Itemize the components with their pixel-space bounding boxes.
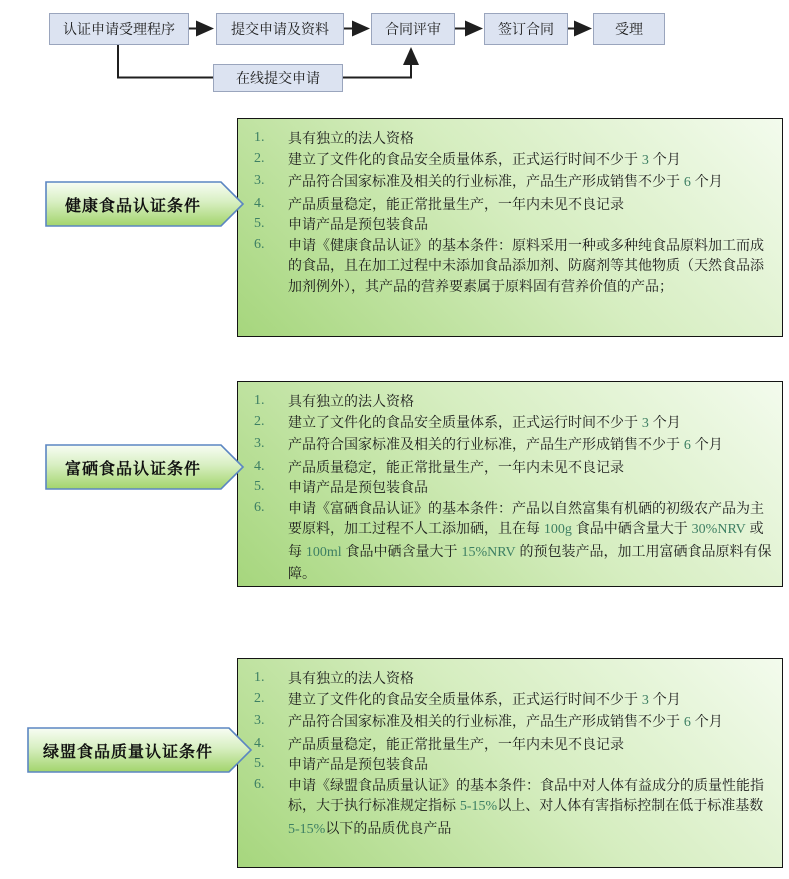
- panel-selenium-food-conditions: [237, 381, 783, 587]
- tag-greenunion-food: [27, 727, 253, 773]
- item-number: 3.: [254, 173, 265, 188]
- tag-label: 富硒食品认证条件: [64, 460, 201, 478]
- item-number: 3.: [254, 713, 265, 728]
- flow-node-submit-application: [216, 13, 344, 45]
- condition-list: [250, 391, 772, 584]
- condition-list: [250, 128, 772, 296]
- item-number: 5.: [254, 756, 265, 771]
- flow-node-contract-review: [371, 13, 455, 45]
- flow-node-label: 合同评审: [385, 21, 441, 37]
- list-item: [250, 711, 772, 734]
- item-number: 2.: [254, 690, 265, 706]
- tag-healthy-food: [45, 181, 245, 227]
- item-text: 产品质量稳定，能正常批量生产，一年内未见不良记录: [288, 458, 624, 475]
- item-text: 产品符合国家标准及相关的行业标准，产品生产形成销售不少于 6 个月: [288, 436, 723, 453]
- list-item: [250, 412, 772, 435]
- list-item: [250, 477, 772, 498]
- list-item: [250, 214, 772, 235]
- item-text: 申请《健康食品认证》的基本条件：原料采用一种或多种纯食品原料加工而成的食品，且在加工过程中未添加食品添加剂、防腐剂等其他物质（天然食品添加剂例外），其产品的营养要素属于原料固有营养价值的产品；: [288, 236, 764, 294]
- list-item: [250, 194, 772, 215]
- list-item: [250, 734, 772, 755]
- flow-node-sign-contract: [484, 13, 568, 45]
- item-text: 具有独立的法人资格: [288, 130, 414, 146]
- panel-greenunion-food-conditions: [237, 658, 783, 868]
- item-text: 申请《富硒食品认证》的基本条件：产品以自然富集有机硒的初级农产品为主要原料，加工过程不人工添加硒，且在每 100g 食品中硒含量大于 30%NRV 或每 100ml 食品中硒含量大于 15%NRV 的预包装产品，加工用富硒食品原料有保障。: [288, 499, 772, 581]
- list-item: [250, 754, 772, 775]
- item-text: 产品质量稳定，能正常批量生产，一年内未见不良记录: [288, 195, 624, 212]
- item-text: 申请产品是预包装食品: [288, 756, 428, 772]
- list-item: [250, 391, 772, 412]
- item-number: 2.: [254, 150, 265, 166]
- panel-healthy-food-conditions: [237, 118, 783, 337]
- item-number: 5.: [254, 479, 265, 494]
- item-number: 1.: [254, 130, 265, 145]
- item-number: 3.: [254, 436, 265, 451]
- flow-node-accepted: [593, 13, 665, 45]
- item-text: 申请产品是预包装食品: [288, 479, 428, 495]
- item-number: 1.: [254, 670, 265, 685]
- item-text: 产品符合国家标准及相关的行业标准，产品生产形成销售不少于 6 个月: [288, 713, 723, 730]
- tag-label: 健康食品认证条件: [64, 197, 201, 215]
- flow-node-label: 受理: [615, 21, 643, 37]
- list-item: [250, 457, 772, 478]
- item-text: 建立了文件化的食品安全质量体系，正式运行时间不少于 3 个月: [288, 413, 681, 431]
- item-number: 4.: [254, 458, 265, 474]
- list-item: [250, 149, 772, 172]
- list-item: [250, 775, 772, 841]
- item-number: 1.: [254, 393, 265, 408]
- tag-selenium-food: [45, 444, 245, 490]
- flow-node-online-submit: [213, 64, 343, 92]
- flow-node-label: 认证申请受理程序: [63, 21, 175, 37]
- item-text: 申请产品是预包装食品: [288, 216, 428, 232]
- item-text: 产品质量稳定，能正常批量生产，一年内未见不良记录: [288, 735, 624, 752]
- list-item: [250, 434, 772, 457]
- flow-node-label: 签订合同: [498, 21, 554, 37]
- condition-list: [250, 668, 772, 840]
- tag-label: 绿盟食品质量认证条件: [42, 743, 213, 761]
- list-item: [250, 171, 772, 194]
- item-text: 产品符合国家标准及相关的行业标准，产品生产形成销售不少于 6 个月: [288, 173, 723, 190]
- list-item: [250, 668, 772, 689]
- list-item: [250, 235, 772, 297]
- list-item: [250, 498, 772, 584]
- item-text: 具有独立的法人资格: [288, 670, 414, 686]
- item-text: 申请《绿盟食品质量认证》的基本条件：食品中对人体有益成分的质量性能指标，大于执行标准规定指标 5-15%以上、对人体有害指标控制在低于标准基数 5-15%以下的品质优良产品: [288, 776, 764, 837]
- item-number: 6.: [254, 236, 265, 252]
- flow-node-label: 提交申请及资料: [231, 21, 329, 37]
- flow-node-acceptance-procedure: [49, 13, 189, 45]
- item-text: 建立了文件化的食品安全质量体系，正式运行时间不少于 3 个月: [288, 690, 681, 708]
- item-number: 5.: [254, 216, 265, 231]
- item-text: 具有独立的法人资格: [288, 393, 414, 409]
- list-item: [250, 689, 772, 712]
- list-item: [250, 128, 772, 149]
- flow-node-label: 在线提交申请: [236, 70, 320, 86]
- item-number: 2.: [254, 413, 265, 429]
- item-number: 6.: [254, 499, 265, 515]
- item-number: 4.: [254, 195, 265, 211]
- item-number: 4.: [254, 735, 265, 751]
- item-number: 6.: [254, 776, 265, 792]
- item-text: 建立了文件化的食品安全质量体系，正式运行时间不少于 3 个月: [288, 150, 681, 168]
